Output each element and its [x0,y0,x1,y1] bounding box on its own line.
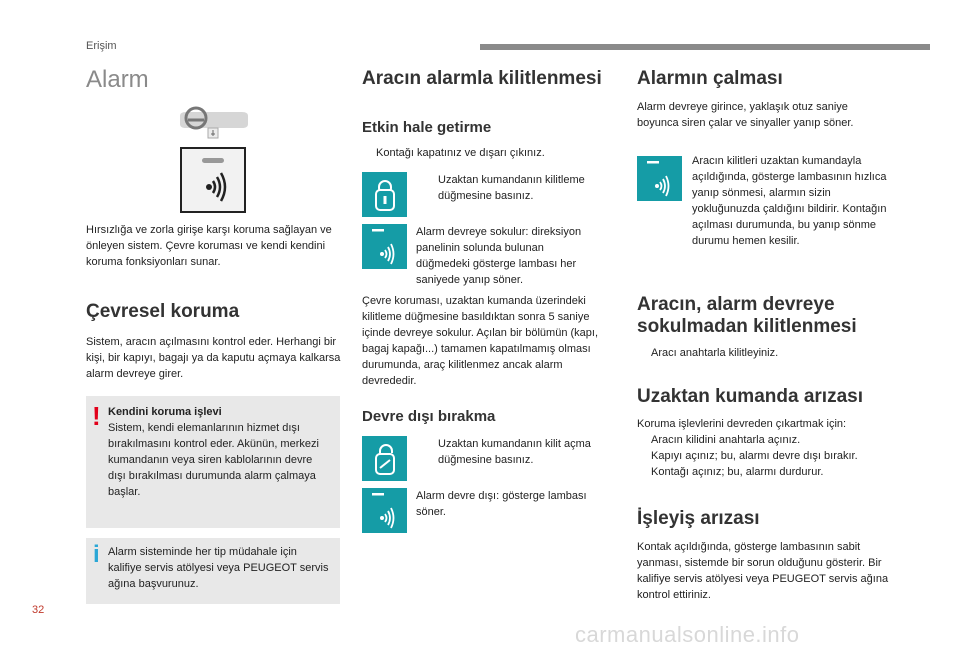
lock-button-icon [362,172,407,217]
remote-fault-intro: Koruma işlevlerini devreden çıkartmak için: [637,418,847,430]
deactivate-title: Devre dışı bırakma [362,408,496,425]
lock-no-alarm-title: Aracın, alarm devreye sokulmadan kilitlenmesi [637,294,857,337]
warning-text: Sistem, kendi elemanlarının hizmet dışı bırakılmasını kontrol eder. Akünün, merkezi kumandanın veya siren kablolarının devre dışı bırakılması durumunda alarm çalmaya başlar. [108,422,319,498]
triggered-title: Alarmın çalması [637,68,783,89]
dashboard-steering-icon [178,104,250,140]
lock-step: Uzaktan kumandanın kilitleme düğmesine basınız. [438,174,585,202]
perimeter-title: Çevresel koruma [86,301,240,322]
alarm-led-icon [362,488,407,533]
section-label: Erişim [86,40,117,52]
disarmed-text: Alarm devre dışı: gösterge lambası söner. [416,490,587,518]
info-icon: i [93,541,100,568]
remote-fault-step: Kapıyı açınız; bu, alarmı devre dışı bırakır. [651,450,858,462]
unlock-step: Uzaktan kumandanın kilit açma düğmesine basınız. [438,438,591,466]
armed-text: Alarm devreye sokulur: direksiyon panelinin solunda bulunan düğmedeki gösterge lambası her saniyede yanıp söner. [416,226,582,286]
malfunction-title: İşleyiş arızası [637,508,760,529]
perimeter-text: Sistem, aracın açılmasını kontrol eder. Herhangi bir kişi, bir kapıyı, bagajı ya da kaputu açmaya kalkarsa alarm devreye girer. [86,336,341,380]
activate-title: Etkin hale getirme [362,119,492,136]
warning-icon: ! [92,401,101,431]
alarm-button-icon [180,147,246,213]
triggered-text: Alarm devreye girince, yaklaşık otuz saniye boyunca siren çalar ve sinyaller yanıp söner. [637,101,854,129]
page-title: Alarm [86,66,149,93]
malfunction-text: Kontak açıldığında, gösterge lambasının sabit yanması, sistemde bir sorun olduğunu gösterir. Bir kalifiye servis atölyesi veya PEUGEOT servis ağına kontrol ettiriniz. [637,541,889,601]
info-text: Alarm sisteminde her tip müdahale için kalifiye servis atölyesi veya PEUGEOT servis ağına başvurunuz. [108,546,329,590]
warning-title: Kendini koruma işlevi [108,406,222,418]
alarm-led-icon [637,156,682,201]
lock-no-alarm-step: Aracı anahtarla kilitleyiniz. [651,347,779,359]
unlock-button-icon [362,436,407,481]
page-number: 32 [32,604,45,616]
perimeter-note: Çevre koruması, uzaktan kumanda üzerindeki kilitleme düğmesine basıldıktan sonra 5 saniye içinde devreye sokulur. Açılan bir bölümün (kapı, bagaj kapağı...) tamamen kapatılmamış olması durumunda, araç kilitlenmez ancak alarm devrededir. [362,295,599,387]
remote-fault-title: Uzaktan kumanda arızası [637,386,863,407]
remote-fault-step: Aracın kilidini anahtarla açınız. [651,434,801,446]
intro-text: Hırsızlığa ve zorla girişe karşı koruma sağlayan ve önleyen sistem. Çevre koruması ve kendi kendini koruma fonksiyonları sunar. [86,224,332,268]
header-bar [480,44,930,50]
alarm-lock-title: Aracın alarmla kilitlenmesi [362,68,602,89]
watermark: carmanualsonline.info [575,622,800,647]
triggered-note: Aracın kilitleri uzaktan kumandayla açıldığında, gösterge lambasının hızlıca yanıp sönmesi, alarmın sizin yokluğunuzda çaldığını bildirir. Kontağın açılması durumunda, bu yanıp sönme durumu hemen kesilir. [692,155,887,247]
alarm-led-icon [362,224,407,269]
activate-step: Kontağı kapatınız ve dışarı çıkınız. [376,147,545,159]
remote-fault-step: Kontağı açınız; bu, alarmı durdurur. [651,466,824,478]
